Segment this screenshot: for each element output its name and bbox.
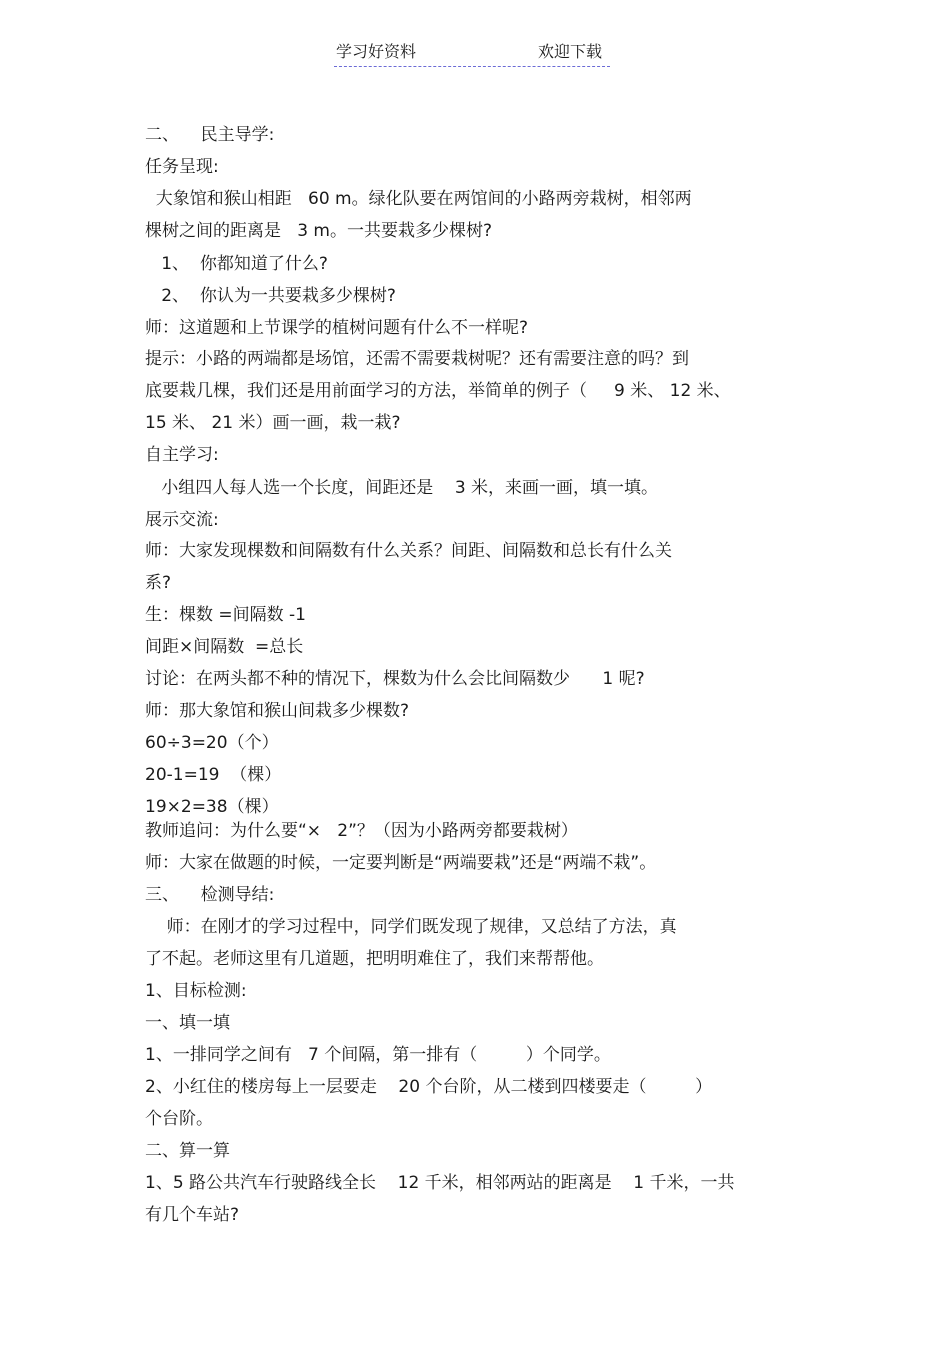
text-line: 大象馆和猴山相距 60 m。绿化队要在两馆间的小路两旁栽树，相邻两 — [145, 189, 692, 209]
formula-line: 间距×间隔数 =总长 — [145, 637, 304, 657]
exercise-line: 1、一排同学之间有 7 个间隔，第一排有（ ）个同学。 — [145, 1045, 611, 1065]
text-line: 教师追问：为什么要“× 2”？（因为小路两旁都要栽树） — [145, 821, 578, 841]
section-heading-2: 二、 民主导学: — [145, 125, 275, 145]
text-line: 二、算一算 — [145, 1141, 230, 1161]
text-line: 任务呈现: — [145, 157, 219, 177]
text-line: 1、 你都知道了什么? — [145, 254, 328, 274]
text-line: 师：大家在做题的时候，一定要判断是“两端要栽”还是“两端不栽”。 — [145, 853, 657, 873]
text-line: 师：那大象馆和猴山间栽多少棵数? — [145, 701, 410, 721]
calculation-line: 20-1=19 （棵） — [145, 765, 282, 785]
text-line: 师：在刚才的学习过程中，同学们既发现了规律，又总结了方法，真 — [145, 917, 677, 937]
header-left-text: 学习好资料 — [336, 42, 417, 61]
text-line: 棵树之间的距离是 3 m。一共要栽多少棵树? — [145, 221, 493, 241]
text-line: 2、 你认为一共要栽多少棵树? — [145, 286, 396, 306]
text-line: 师：这道题和上节课学的植树问题有什么不一样呢? — [145, 318, 529, 338]
page-header — [334, 42, 610, 67]
exercise-line: 2、小红住的楼房每上一层要走 20 个台阶，从二楼到四楼要走（ ） — [145, 1077, 713, 1097]
text-line: 了不起。老师这里有几道题，把明明难住了，我们来帮帮他。 — [145, 949, 604, 969]
text-line: 讨论：在两头都不种的情况下，棵数为什么会比间隔数少 1 呢? — [145, 669, 645, 689]
calculation-line: 60÷3=20（个） — [145, 733, 279, 753]
text-line: 师：大家发现棵数和间隔数有什么关系？间距、间隔数和总长有什么关 — [145, 541, 672, 561]
exercise-line: 个台阶。 — [145, 1109, 213, 1129]
calculation-line: 19×2=38（棵） — [145, 797, 279, 817]
text-line: 提示：小路的两端都是场馆，还需不需要栽树呢？还有需要注意的吗？到 — [145, 349, 689, 369]
text-line: 自主学习: — [145, 445, 219, 465]
formula-line: 生：棵数 =间隔数 -1 — [145, 605, 307, 625]
exercise-line: 1、5 路公共汽车行驶路线全长 12 千米，相邻两站的距离是 1 千米，一共 — [145, 1173, 735, 1193]
text-line: 底要栽几棵，我们还是用前面学习的方法，举简单的例子（ 9 米、 12 米、 — [145, 381, 731, 401]
text-line: 小组四人每人选一个长度，间距还是 3 米，来画一画，填一填。 — [145, 478, 659, 498]
text-line: 一、填一填 — [145, 1013, 230, 1033]
section-heading-3: 三、 检测导结: — [145, 885, 275, 905]
text-line: 15 米、 21 米）画一画，栽一栽? — [145, 413, 401, 433]
exercise-line: 有几个车站? — [145, 1205, 240, 1225]
text-line: 展示交流: — [145, 510, 219, 530]
header-right-text: 欢迎下载 — [538, 42, 603, 61]
text-line: 系? — [145, 573, 172, 593]
text-line: 1、目标检测: — [145, 981, 247, 1001]
